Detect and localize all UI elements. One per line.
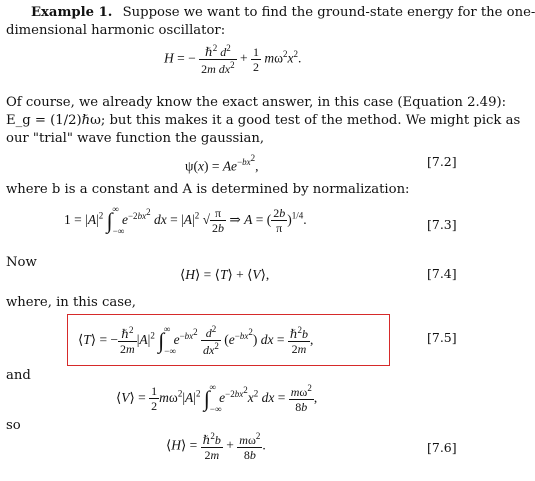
intro-text-2: dimensional harmonic oscillator:: [6, 23, 226, 38]
equation-7-3-number: [7.3]: [427, 217, 457, 232]
para2-line1: Of course, we already know the exact answer, in this case (Equation 2.49):: [6, 95, 507, 110]
so-text: so: [6, 418, 21, 433]
hamiltonian-equation: H = − $\frac{\hbar^2 d^2}{2m dx^2}$ + $\frac{1}{2}$ $m\omega^2x^2$.: [164, 43, 302, 76]
equation-7-5: ⟨T⟩ = − $\frac{\hbar^2}{2m}$ $|A|^2$ $\int_{-\infty}^\infty$ $e^{-bx^2}$ $\frac{d^2}{dx^2}$ $(e^{-bx^2})$ dx = $\frac{\hbar^2b}{2m}$ ,: [78, 324, 314, 358]
equation-7-2: $\psi(x) = Ae^{-bx^2}$,: [185, 153, 259, 174]
example-intro-line1: [31, 6, 535, 19]
equation-7-4-number: [7.4]: [427, 266, 457, 281]
where-text: where, in this case,: [6, 295, 136, 310]
intro-text-1: Suppose we want to find the ground-state energy for the one-: [122, 5, 535, 20]
equation-7-5-number: [7.5]: [427, 330, 457, 345]
equation-potential: ⟨V⟩ = $\frac{1}{2}$ $m\omega^2|A|^2$ $\int_{-\infty}^\infty$ $e^{-2bx^2}x^2$ dx = $\frac{m\omega^2}{8b}$ ,: [116, 382, 318, 415]
para2-line2: E_g = (1/2)ℏω; but this makes it a good test of the method. We might pick as: [6, 113, 521, 128]
hamiltonian-fraction-1: $\frac{\hbar^2 d^2}{2m dx^2}$: [201, 43, 235, 76]
equation-7-6: ⟨H⟩ = $\frac{\hbar^2b}{2m}$ + $\frac{m\omega^2}{8b}$ .: [166, 431, 266, 462]
equation-7-6-number: [7.6]: [427, 440, 457, 455]
and-text: and: [6, 368, 31, 383]
equation-7-4: ⟨H⟩ = ⟨T⟩ + ⟨V⟩,: [180, 267, 270, 282]
equation-7-2-number: [7.2]: [427, 154, 457, 169]
now-text: Now: [6, 255, 37, 270]
example-heading: Example 1.: [31, 5, 113, 20]
para3-text: where b is a constant and A is determined by normalization:: [6, 182, 410, 197]
equation-7-3: $1 = |A|^2$ $\int_{-\infty}^\infty$ $e^{-2bx^2}$ dx = $|A|^2$ √ $\frac{\pi}{2b}$ ⇒ A = ( $\frac{2b}{\pi}$ )$^{1/4}$.: [64, 204, 307, 236]
hamiltonian-fraction-2: $\frac{1}{2}$: [252, 45, 259, 74]
para2-line3: our "trial" wave function the gaussian,: [6, 131, 265, 146]
